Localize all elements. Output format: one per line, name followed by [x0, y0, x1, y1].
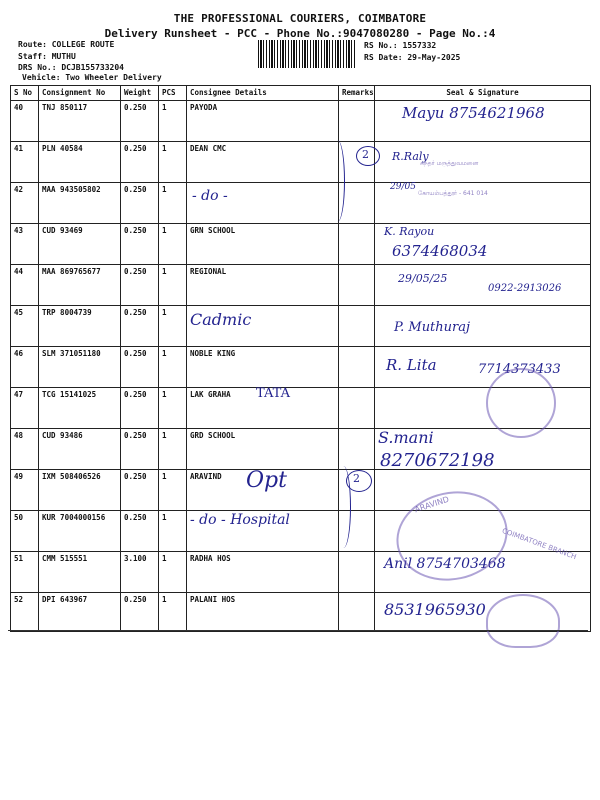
cell-pcs: 1 [159, 183, 187, 224]
handwritten-signature-51: Anil 8754703468 [384, 556, 506, 572]
cell-pcs: 1 [159, 388, 187, 429]
cell-sno: 48 [11, 429, 39, 470]
col-remarks: Remarks [339, 86, 375, 101]
circled-number-49: 2 [353, 472, 360, 485]
handwritten-signature-40: Mayu 8754621968 [402, 104, 545, 122]
cell-seal [375, 388, 591, 429]
cell-weight: 0.250 [121, 470, 159, 511]
cell-remarks [339, 265, 375, 306]
cell-sno: 50 [11, 511, 39, 552]
cell-remarks [339, 552, 375, 593]
cell-weight: 0.250 [121, 265, 159, 306]
page-title: THE PROFESSIONAL COURIERS, COIMBATORE [173, 12, 427, 25]
table-row [11, 470, 591, 511]
cell-sno: 51 [11, 552, 39, 593]
handwritten-opt-49: Opt [246, 468, 287, 493]
cell-pcs: 1 [159, 142, 187, 183]
cell-pcs: 1 [159, 224, 187, 265]
table-row [11, 224, 591, 265]
runsheet-subtitle: Delivery Runsheet - PCC - Phone No.:9047080280 - Page No.:4 [104, 27, 496, 40]
cell-remarks [339, 429, 375, 470]
stamp-text-aravind: ARAVIND [413, 494, 451, 515]
cell-pcs: 1 [159, 347, 187, 388]
cell-weight: 0.250 [121, 347, 159, 388]
barcode [258, 40, 356, 68]
cell-remarks [339, 224, 375, 265]
table-row [11, 142, 591, 183]
cell-weight: 0.250 [121, 388, 159, 429]
cell-weight: 0.250 [121, 429, 159, 470]
bottom-divider [8, 630, 588, 631]
cell-cno: TRP 8004739 [39, 306, 121, 347]
cell-cno: PLN 40584 [39, 142, 121, 183]
handwritten-signature-46: P. Muthuraj [394, 320, 471, 335]
handwritten-signature-47: R. Lita [386, 356, 437, 374]
cell-remarks [339, 306, 375, 347]
handwritten-phone-52: 8531965930 [384, 600, 486, 619]
cell-sno: 43 [11, 224, 39, 265]
cell-sno: 40 [11, 101, 39, 142]
cell-weight: 0.250 [121, 593, 159, 632]
stamp-text-tamil-2: கோயம்பத்தூர் - 641 014 [418, 190, 488, 197]
cell-cno: KUR 7004000156 [39, 511, 121, 552]
cell-sno: 44 [11, 265, 39, 306]
cell-remarks [339, 388, 375, 429]
route-label: Route: COLLEGE ROUTE [18, 40, 115, 49]
handwritten-date-44: 29/05/25 [398, 272, 448, 285]
col-seal: Seal & Signature [375, 86, 591, 101]
cell-consignee: ARAVIND [187, 470, 339, 511]
cell-weight: 0.250 [121, 511, 159, 552]
cell-cno: TCG 15141025 [39, 388, 121, 429]
cell-sno: 49 [11, 470, 39, 511]
handwritten-phone-47: 7714373433 [478, 362, 561, 377]
cell-consignee: DEAN CMC [187, 142, 339, 183]
col-pcs: PCS [159, 86, 187, 101]
cell-cno: DPI 643967 [39, 593, 121, 632]
cell-weight: 0.250 [121, 306, 159, 347]
cell-sno: 42 [11, 183, 39, 224]
cell-consignee: RADHA HOS [187, 552, 339, 593]
handwritten-phone-48: 8270672198 [380, 450, 495, 471]
runsheet-table [10, 85, 591, 632]
cell-consignee: PAYODA [187, 101, 339, 142]
cell-pcs: 1 [159, 306, 187, 347]
cell-pcs: 1 [159, 552, 187, 593]
handwritten-phone-43: 6374468034 [392, 242, 488, 260]
table-row [11, 429, 591, 470]
col-consignment: Consignment No [39, 86, 121, 101]
stamp-text-tamil-1: சுந்தர் மருத்துவமனை [420, 160, 479, 167]
cell-sno: 46 [11, 347, 39, 388]
cell-cno: SLM 371051180 [39, 347, 121, 388]
circled-number-41: 2 [362, 148, 369, 161]
cell-remarks [339, 593, 375, 632]
cell-weight: 3.100 [121, 552, 159, 593]
col-sno: S No [11, 86, 39, 101]
seal-stamp-round [486, 368, 556, 438]
cell-consignee: LAK GRAHA [187, 388, 339, 429]
cell-sno: 45 [11, 306, 39, 347]
cell-remarks [339, 101, 375, 142]
rs-number: RS No.: 1557332 [364, 41, 437, 50]
cell-sno: 41 [11, 142, 39, 183]
handwritten-phone-44: 0922-2913026 [488, 283, 562, 294]
cell-consignee: NOBLE KING [187, 347, 339, 388]
staff-label: Staff: MUTHU [18, 52, 76, 61]
cell-sno: 52 [11, 593, 39, 632]
cell-consignee: REGIONAL [187, 265, 339, 306]
col-weight: Weight [121, 86, 159, 101]
drs-number: DRS No.: DCJB155733204 [18, 63, 124, 72]
stamp-text-branch: COIMBATORE BRANCH [500, 526, 578, 562]
cell-pcs: 1 [159, 511, 187, 552]
table-row [11, 183, 591, 224]
handwritten-signature-41: R.Raly [392, 150, 429, 163]
cell-consignee: GRN SCHOOL [187, 224, 339, 265]
cell-sno: 47 [11, 388, 39, 429]
cell-pcs: 1 [159, 429, 187, 470]
handwritten-tata: TATA [256, 386, 290, 401]
cell-pcs: 1 [159, 593, 187, 632]
cell-cno: CMM 515551 [39, 552, 121, 593]
seal-stamp-bottom [486, 594, 560, 648]
cell-consignee: GRD SCHOOL [187, 429, 339, 470]
cell-remarks [339, 347, 375, 388]
cell-cno: IXM 508406526 [39, 470, 121, 511]
table-row [11, 306, 591, 347]
cell-cno: MAA 869765677 [39, 265, 121, 306]
cell-pcs: 1 [159, 470, 187, 511]
handwritten-hospital-50: - do - Hospital [190, 512, 290, 528]
cell-weight: 0.250 [121, 183, 159, 224]
cell-cno: MAA 943505802 [39, 183, 121, 224]
bracket-mark-41-42 [330, 140, 345, 222]
rs-date: RS Date: 29-May-2025 [364, 53, 461, 62]
handwritten-ditto-42: - do - [192, 188, 228, 204]
handwritten-signature-43: K. Rayou [384, 225, 435, 238]
cell-weight: 0.250 [121, 224, 159, 265]
cell-pcs: 1 [159, 265, 187, 306]
handwritten-date-42: 29/05 [390, 182, 416, 192]
handwritten-consignee-45: Cadmic [190, 310, 252, 329]
cell-cno: TNJ 850117 [39, 101, 121, 142]
vehicle-label: Vehicle: Two Wheeler Delivery [22, 73, 162, 82]
cell-pcs: 1 [159, 101, 187, 142]
handwritten-name-48: S.mani [378, 428, 434, 447]
col-consignee: Consignee Details [187, 86, 339, 101]
cell-weight: 0.250 [121, 142, 159, 183]
cell-weight: 0.250 [121, 101, 159, 142]
cell-cno: CUD 93486 [39, 429, 121, 470]
cell-consignee: PALANI HOS [187, 593, 339, 632]
cell-cno: CUD 93469 [39, 224, 121, 265]
bracket-mark-49-50 [336, 466, 351, 548]
table-header-row [11, 86, 591, 101]
